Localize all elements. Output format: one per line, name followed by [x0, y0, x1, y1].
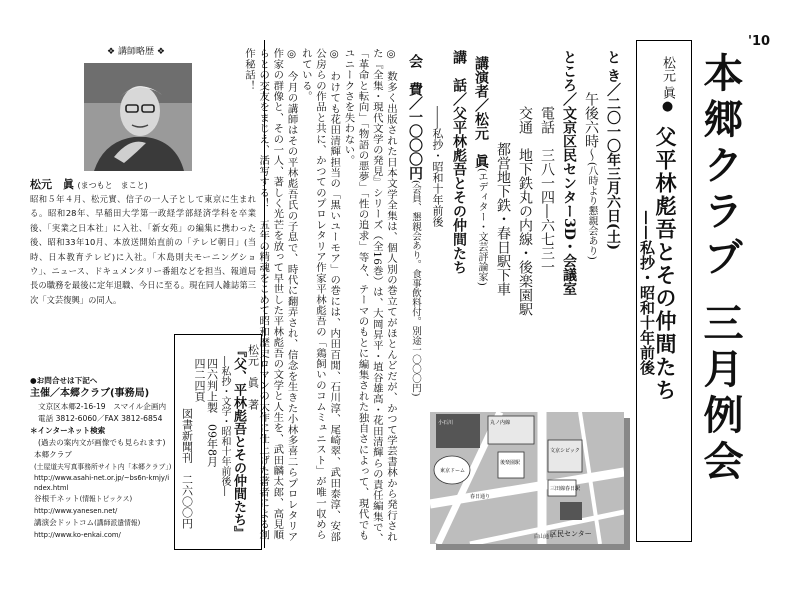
- access-1: 地下鉄丸の内線・後楽園駅: [517, 148, 533, 316]
- time-note: (八時より懇親会あり): [586, 162, 597, 260]
- body-para-2: ◎ わけても花田清輝担当の「黒いユーモア」の巻には、内田百閒、石川淳、尾崎翠、武田泰淳、安部公房らの作品と共に、かつてのプロレタリア作家平林彪吾の「鶏飼いのコムミュニスト」が唯一収められている。: [299, 48, 341, 542]
- link-name: 谷根千ネット: [34, 494, 80, 503]
- profile-kana: (まつもと まこと): [77, 181, 148, 190]
- speaker-role: (エディター・文芸評論家): [476, 168, 487, 286]
- event-details: [404, 50, 624, 410]
- time-value: 午後六時～: [583, 92, 599, 162]
- lecture-subtitle: ——私抄・昭和十年前後: [638, 210, 656, 375]
- profile-name: 松元 眞: [30, 178, 74, 191]
- diamond-icon: ❖: [156, 47, 165, 57]
- year-label: '10: [748, 34, 771, 49]
- talk-label: 講 話／: [451, 50, 467, 106]
- body-para-1: ◎ 数多く出版された日本文学全集は、個人別の巻立てがほとんどだが、かつて学芸書林から発行された『全集・現代文学の発見』シリーズ（全16巻）は、大岡昇平・埴谷雄高・花田清輝らの責任編集で、「革命と転向」「物語の悪夢」「性の追求」等々、テーマのもとに編集された独自さによって、現代でもユニークさを失わない。: [342, 48, 397, 544]
- map-label-marunouchi: 丸ノ内線: [490, 420, 511, 426]
- link-desc: (講師派遣情報): [94, 519, 141, 527]
- profile-name-line: [30, 176, 148, 192]
- link-url[interactable]: http://www.asahi-net.or.jp/~bs6n-kmjy/index.html: [34, 474, 170, 492]
- link-name: 本郷クラブ: [34, 450, 72, 459]
- book-author: 松元 眞 著: [246, 344, 260, 410]
- organizer: 主催／本郷クラブ(事務局): [30, 388, 150, 399]
- lecture-speaker: 松元 眞●: [660, 56, 675, 115]
- access-2: 都営地下鉄・春日駅下車: [495, 142, 511, 296]
- link-desc: (情報トピックス): [79, 495, 133, 503]
- lecture-title: 父平林彪吾とその仲間たち: [653, 126, 678, 402]
- fee-label: 会 費／: [407, 54, 423, 110]
- inquiry-heading: ●お問合せは下記へ: [30, 376, 98, 385]
- profile-header: [86, 44, 186, 57]
- link-hongo: [30, 449, 172, 493]
- phone-fax: 電話 3812-6060／FAX 3812-6854: [38, 414, 163, 423]
- tokoro-label: ところ／: [561, 50, 577, 106]
- link-url[interactable]: http://www.yanesen.net/: [34, 507, 118, 515]
- tokoro-value: 文京区民センター3D・会議室: [561, 106, 577, 296]
- map-label-kasuga-dori: 春日通り: [470, 494, 491, 500]
- book-date: 09年8月: [205, 424, 219, 467]
- link-url[interactable]: http://www.ko-enkai.com/: [34, 531, 121, 539]
- toki-label: と き／: [605, 50, 621, 97]
- map-shadow-bottom: [436, 544, 630, 550]
- fee-value: 一〇〇〇円: [407, 110, 423, 180]
- access-label: 交通: [517, 106, 533, 134]
- book-info: [180, 344, 259, 544]
- internet-note: (過去の案内文が画像でも見られます): [38, 438, 166, 447]
- toki-value: 二〇一〇年三月六日(土): [605, 96, 621, 251]
- fee-note: (会員、懇親会あり。食事飲料付。別途一〇〇〇円): [410, 180, 421, 397]
- book-subtitle: ―私抄・文学・昭和十年前後―: [219, 356, 230, 496]
- profile-bio: 昭和５年４月、松元實、信子の一人子として東京に生まれる。昭和28年、早稲田大学第一政経学部経済学科を卒業後、「実業之日本社」に入社、「新女苑」の編集に携わった後、昭和33年10月、本放送開始直前の「テレビ朝日」(当時、日本教育テレビ)に入社。「木島則夫モーニングショウ」、ニュース、ドキュメンタリー番組などを担当、報道局長の職務を最後に定年退職、今日に至る。現在同人雑誌第三次「文芸復興」の同人。: [30, 194, 256, 305]
- body-para-3: ◎ 今月の講師はその平林彪吾氏の子息で、時代に翻弄され、信念を生きた小林多喜二らプロレタリア作家の群像と、その一人、著しく光芒を放って早世した平林彪吾の文学と人生を、武田麟太郎、高見順らとの交友をまじえ、活写する！ 五年の精魂をこめて昭和歴史ロマンの大作に仕上げた著者による創作秘話！: [242, 48, 298, 542]
- book-format: 四六判上製: [205, 358, 219, 413]
- map-shadow: [624, 418, 630, 544]
- link-yanesen: [30, 493, 172, 517]
- address: 文京区本郷2-16-19 スマイル企画内: [38, 402, 167, 411]
- map-label-civic: 文京シビック: [550, 448, 580, 454]
- column-divider: [264, 40, 265, 548]
- book-price: 二六〇〇円: [180, 474, 194, 529]
- book-title: 『父、平林彪吾とその仲間たち』: [231, 344, 246, 539]
- map-label-koishikawa: 小石川: [438, 420, 454, 426]
- link-koenkai: [30, 517, 172, 541]
- link-desc: (土屋道夫写真事務所サイト内「本郷クラブ」): [34, 463, 172, 471]
- map-label-kuumin: 区民センター: [550, 530, 592, 538]
- speaker-label: 講演者／: [473, 56, 489, 112]
- phone-label: 電話: [539, 106, 555, 134]
- map-label-hakusan: 白山通り: [534, 534, 555, 540]
- talk-subtitle: ――私抄・昭和十年前後: [431, 106, 444, 227]
- diamond-icon: ❖: [107, 47, 116, 57]
- access-map: [430, 412, 624, 544]
- speaker-name: 松元 眞: [473, 112, 489, 168]
- page-title: 本郷クラブ 三月例会: [697, 52, 743, 486]
- profile-header-label: 講師略歴: [117, 47, 154, 57]
- kuumin-center: [560, 502, 582, 520]
- phone-value: 三八一四―六七三一: [539, 148, 555, 274]
- book-publisher: 図書新聞刊: [180, 408, 194, 463]
- link-name: 講演会ドットコム: [34, 518, 95, 527]
- bunkyo-civic-center: [548, 440, 582, 472]
- contact-block: [30, 375, 172, 541]
- map-label-kasuga: 三田線春日駅: [550, 486, 581, 492]
- map-label-tokyo-dome: 東京ドーム: [440, 468, 466, 474]
- map-label-korakuen: 後楽園駅: [500, 460, 521, 466]
- internet-heading: ＊インターネット検索: [30, 426, 106, 435]
- book-pages: 四二四頁: [193, 358, 206, 402]
- talk-title: 父平林彪吾とその仲間たち: [451, 106, 467, 274]
- speaker-portrait: [84, 63, 192, 171]
